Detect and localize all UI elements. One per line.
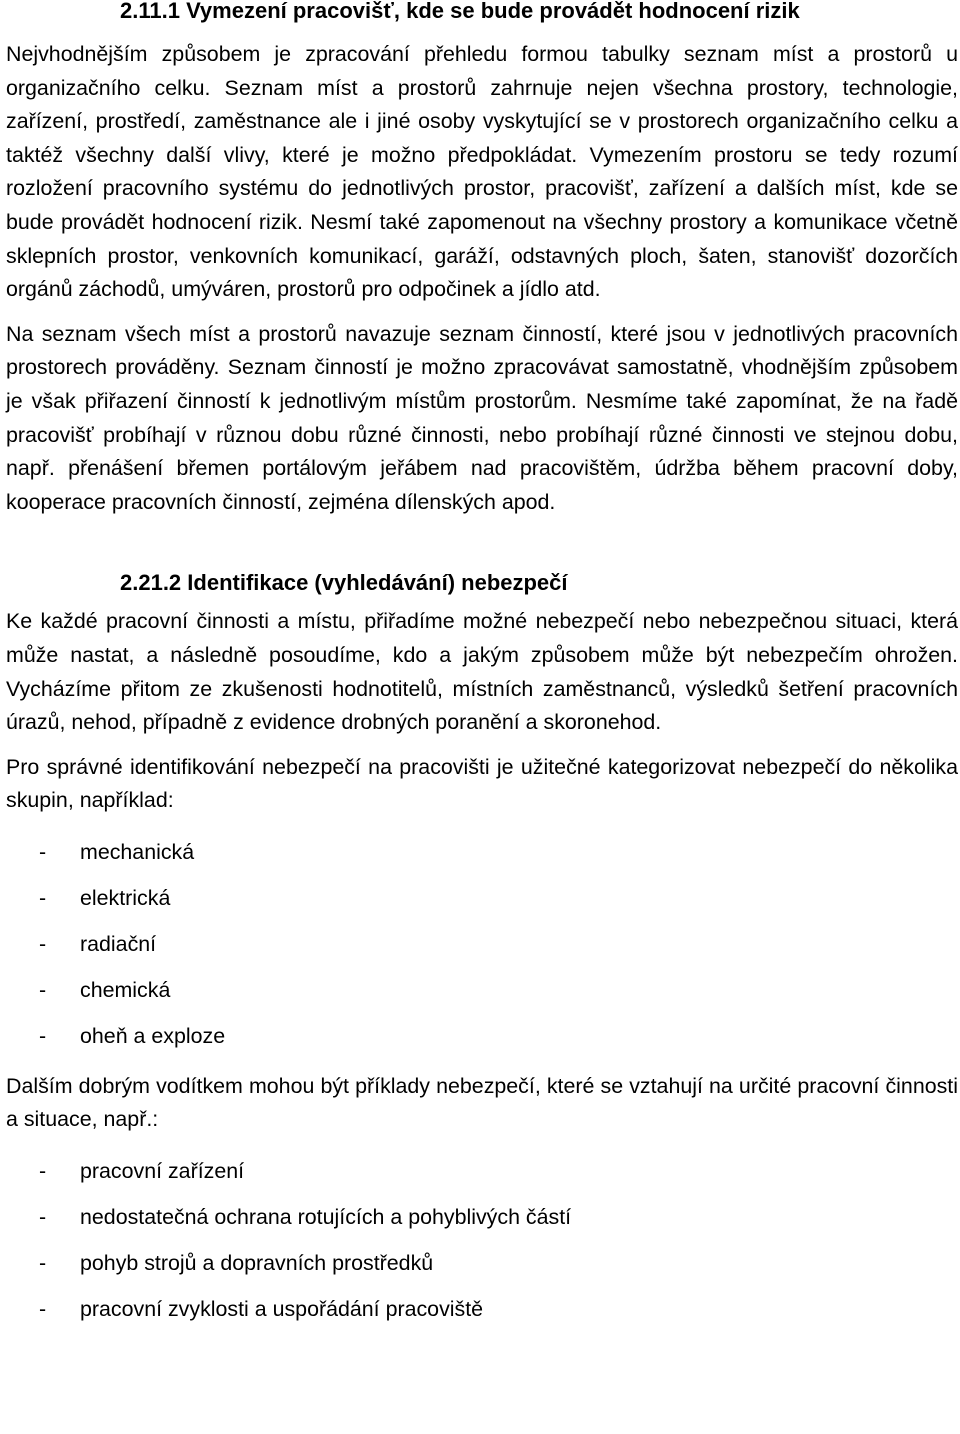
paragraph-seznam-cinnosti: Na seznam všech míst a prostorů navazuje seznam činností, které jsou v jednotlivých pracovních prostorech prováděny. Seznam činností je možno zpracovávat samostatně, vhodnějším způsobem je však přiřazení činností k jednotlivým místům prostorům. Nesmíme také zapomínat, že na řadě pracovišť probíhají v různou dobu různé činnosti, nebo probíhají různé činnosti ve stejnou dobu, např. přenášení břemen portálovým jeřábem nad pracovištěm, údržba během pracovní doby, kooperace pracovních činností, zejména dílenských apod. [6, 321, 958, 514]
list-item-text: pracovní zvyklosti a uspořádání pracoviště [80, 1297, 484, 1322]
section-heading-vymezeni: 2.11.1 Vymezení pracovišť, kde se bude provádět hodnocení rizik [120, 0, 800, 23]
list-bullet: - [39, 977, 47, 1002]
list-item-text: radiační [80, 931, 157, 956]
list-bullet: - [39, 1159, 47, 1184]
list-item-text: mechanická [80, 839, 195, 864]
list-bullet: - [39, 1251, 47, 1276]
list-item [6, 967, 958, 1013]
list-item [6, 921, 958, 967]
list-item-text: nedostatečná ochrana rotujících a pohyblivých částí [80, 1205, 572, 1230]
list-item [6, 1240, 958, 1286]
list-bullet: - [39, 1297, 47, 1322]
list-item [6, 1013, 958, 1059]
paragraph-kategorizace: Pro správné identifikování nebezpečí na pracovišti je užitečné kategorizovat nebezpečí do několika skupin, například: [6, 754, 958, 813]
list-item [6, 1286, 958, 1332]
hazard-category-list [6, 829, 958, 1059]
list-item [6, 875, 958, 921]
list-bullet: - [39, 839, 47, 864]
list-item [6, 1194, 958, 1240]
list-item-text: pohyb strojů a dopravních prostředků [80, 1251, 434, 1276]
document-page [6, 0, 958, 1332]
list-item-text: oheň a exploze [80, 1023, 226, 1048]
list-item-text: chemická [80, 977, 171, 1002]
paragraph-vymezeni-prostoru: Nejvhodnějším způsobem je zpracování přehledu formou tabulky seznam míst a prostorů u organizačního celku. Seznam míst a prostorů zahrnuje nejen všechna prostory, technologie, zařízení, prostředí, zaměstnance ale i jiné osoby vyskytující se v prostorech organizačního celku a taktéž všechny další vlivy, které je možno předpokládat. Vymezením prostoru se tedy rozumí rozložení pracovního systému do jednotlivých prostor, pracovišť, zařízení a dalších míst, kde se bude provádět hodnocení rizik. Nesmí také zapomenout na všechny prostory a komunikace včetně sklepních prostor, venkovních komunikací, garáží, odstavných ploch, šaten, stanovišť dozorčích orgánů záchodů, umýváren, prostorů pro odpočinek a jídlo atd. [6, 42, 958, 302]
hazard-example-list [6, 1148, 958, 1332]
section-heading-identifikace: 2.21.2 Identifikace (vyhledávání) nebezpečí [120, 570, 568, 596]
list-bullet: - [39, 931, 47, 956]
list-bullet: - [39, 1205, 47, 1230]
paragraph-priklady-nebezpeci: Dalším dobrým vodítkem mohou být příklady nebezpečí, které se vztahují na určité pracovní činnosti a situace, např.: [6, 1073, 958, 1132]
list-item-text: elektrická [80, 885, 171, 910]
list-item [6, 829, 958, 875]
list-item [6, 1148, 958, 1194]
list-bullet: - [39, 885, 47, 910]
list-bullet: - [39, 1023, 47, 1048]
paragraph-identifikace: Ke každé pracovní činnosti a místu, přiřadíme možné nebezpečí nebo nebezpečnou situaci, která může nastat, a následně posoudíme, kdo a jakým způsobem může být nebezpečím ohrožen. Vycházíme přitom ze zkušenosti hodnotitelů, místních zaměstnanců, výsledků šetření pracovních úrazů, nehod, případně z evidence drobných poranění a skoronehod. [6, 609, 958, 735]
list-item-text: pracovní zařízení [80, 1159, 245, 1184]
